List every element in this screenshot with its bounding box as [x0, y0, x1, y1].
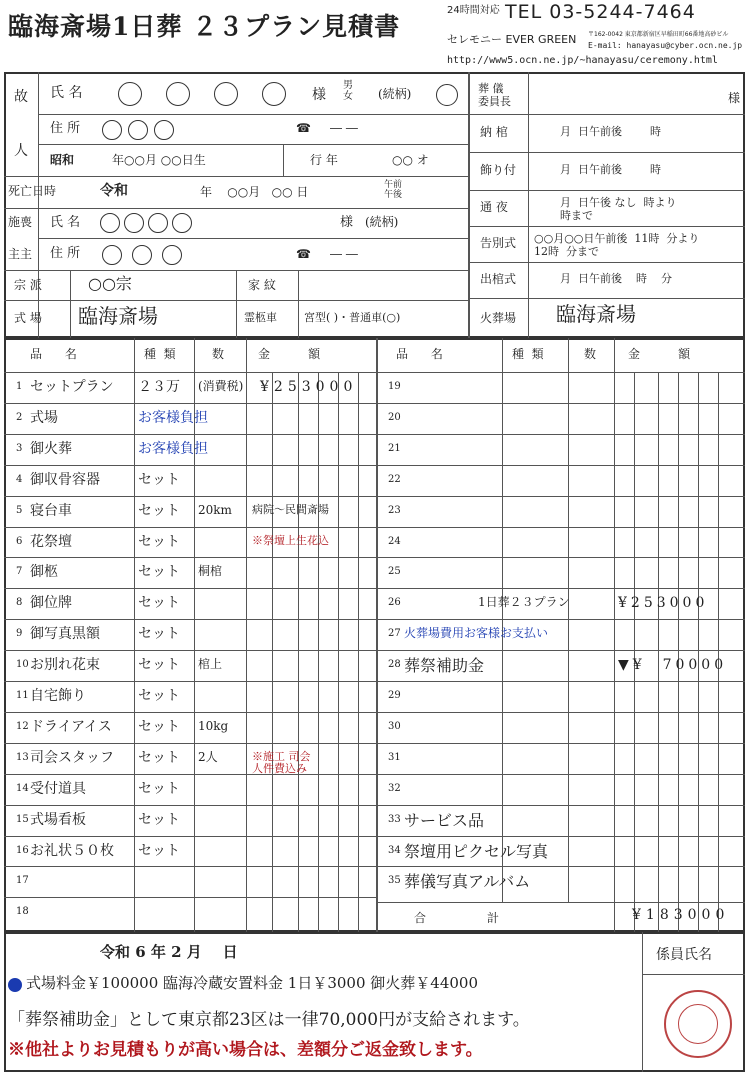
- item-type: セット: [138, 471, 180, 488]
- company-address: 〒162-0042 東京都新宿区早稲田町66番地高砂ビル: [588, 31, 729, 38]
- chief-mourner-label-1: 施喪: [8, 215, 33, 229]
- mourner-relation: (続柄): [365, 215, 399, 229]
- row-divider: [4, 866, 376, 867]
- col-header-type-right: 種 類: [512, 347, 544, 361]
- mourner-phone-icon: ☎: [296, 247, 311, 261]
- subsidy-note: 「葬祭補助金」として東京都23区は一律70,000円が支給されます。: [8, 1010, 530, 1030]
- company-seal: [664, 990, 732, 1058]
- bullet-icon: [8, 978, 22, 992]
- row-divider: [4, 465, 376, 466]
- crematorium-label: 火葬場: [480, 311, 517, 325]
- honorific-sama: 様: [312, 87, 326, 103]
- item-number: 29: [388, 690, 401, 701]
- cortege-label: 出棺式: [480, 272, 517, 286]
- col-header-qty: 数: [212, 347, 225, 361]
- row-divider: [376, 805, 745, 806]
- committee-label: 葬 儀 委員長: [478, 82, 511, 109]
- total-label: 合 計: [414, 911, 500, 925]
- row-divider: [4, 619, 376, 620]
- row-divider: [376, 496, 745, 497]
- mourner-phone: ― ―: [330, 247, 358, 261]
- row-divider: [376, 743, 745, 744]
- item-number: 27: [388, 628, 401, 640]
- deceased-label: 故: [14, 89, 28, 105]
- item-number: 33: [388, 813, 401, 825]
- crematorium-value: 臨海斎場: [556, 302, 636, 326]
- item-name: 火葬場費用お客様お支払い: [404, 626, 549, 641]
- item-number: 12: [16, 720, 29, 732]
- item-qty: 20km: [198, 502, 232, 517]
- venue-value: 臨海斎場: [78, 304, 158, 328]
- item-type: セット: [138, 749, 180, 766]
- item-type: お客様負担: [138, 440, 208, 457]
- phone-icon: ☎: [296, 121, 311, 135]
- row-divider: [376, 650, 745, 651]
- row-divider: [376, 588, 745, 589]
- item-number: 19: [388, 381, 401, 392]
- item-name: 受付道具: [30, 780, 86, 797]
- venue-label: 式 場: [14, 311, 42, 325]
- relation-circle: [436, 84, 458, 106]
- item-number: 8: [16, 597, 23, 609]
- item-name: 葬儀写真アルバム: [404, 872, 531, 892]
- item-number: 9: [16, 628, 23, 640]
- row-divider: [4, 496, 376, 497]
- item-name: 御写真黒額: [30, 626, 100, 643]
- death-reiwa: 令和: [100, 183, 128, 199]
- staff-name-label: 係員氏名: [656, 947, 712, 963]
- address-phone: ― ―: [330, 121, 358, 135]
- death-datetime-label: 死亡日時: [8, 184, 57, 198]
- death-date: 年 ○○月 ○○ 日: [200, 185, 309, 199]
- row-divider: [4, 403, 376, 404]
- item-type: セット: [138, 780, 180, 797]
- item-number: 23: [388, 504, 401, 516]
- company-name: セレモニー EVER GREEN: [447, 33, 577, 46]
- crest-label: 家 紋: [248, 278, 276, 292]
- committee-sama: 様: [728, 91, 741, 105]
- item-type: セット: [138, 595, 180, 612]
- row-divider: [376, 527, 745, 528]
- hearse-value: 宮型( )・普通車(○): [304, 311, 401, 324]
- item-name: 祭壇用ピクセル写真: [404, 841, 549, 861]
- phone-number: TEL 03-5244-7464: [505, 1, 696, 23]
- company-url: http://www5.ocn.ne.jp/~hanayasu/ceremony.html: [447, 55, 718, 66]
- item-number: 31: [388, 751, 401, 763]
- item-type: セット: [138, 533, 180, 550]
- row-divider: [4, 774, 376, 775]
- mourner-sama: 様: [340, 215, 354, 230]
- item-number: 28: [388, 659, 401, 671]
- row-divider: [376, 557, 745, 558]
- col-header-type: 種 類: [144, 347, 176, 361]
- item-amount: ¥253000: [618, 595, 709, 612]
- item-name: 自宅飾り: [30, 688, 86, 704]
- item-number: 11: [16, 690, 29, 701]
- showa-label: 昭和: [50, 153, 75, 167]
- item-number: 25: [388, 566, 401, 578]
- item-number: 7: [16, 566, 23, 578]
- row-divider: [376, 403, 745, 404]
- item-name: 1日葬２３プラン: [478, 595, 570, 610]
- row-divider: [376, 866, 745, 867]
- wake-label: 通 夜: [480, 200, 508, 214]
- item-type: ２３万: [138, 379, 180, 395]
- item-type: お客様負担: [138, 409, 208, 426]
- item-amount: ▼¥ 70000: [618, 657, 728, 674]
- religion-value: ○○宗: [88, 274, 132, 293]
- item-amount: 病院～民間斎場: [252, 502, 329, 516]
- row-divider: [4, 588, 376, 589]
- item-name: 御柩: [30, 564, 58, 581]
- address-label: 住 所: [50, 121, 81, 136]
- item-qty: 10kg: [198, 718, 229, 733]
- wake-value: 月 日午後 なし 時より 時まで: [560, 196, 677, 223]
- gender-field: 男 女: [343, 80, 353, 102]
- person-label: 人: [14, 143, 28, 159]
- funeral-label: 告別式: [480, 236, 517, 250]
- col-header-name: 品 名: [30, 347, 77, 361]
- item-name: セットプラン: [30, 379, 114, 395]
- item-number: 2: [16, 411, 23, 423]
- item-number: 18: [16, 906, 29, 918]
- item-number: 3: [16, 442, 23, 454]
- row-divider: [376, 774, 745, 775]
- mourner-name-label: 氏 名: [50, 215, 81, 230]
- item-qty: 桐棺: [198, 564, 223, 579]
- item-name: 寝台車: [30, 502, 72, 519]
- col-header-amount: 金 額: [258, 347, 321, 361]
- row-divider: [4, 681, 376, 682]
- col-header-qty-right: 数: [584, 347, 597, 361]
- item-name: サービス品: [404, 810, 485, 830]
- item-number: 35: [388, 875, 401, 887]
- item-name: 御火葬: [30, 440, 72, 457]
- refund-note: ※他社よりお見積もりが高い場合は、差額分ご返金致します。: [8, 1040, 483, 1060]
- item-type: セット: [138, 657, 180, 674]
- item-name: お別れ花束: [30, 657, 100, 674]
- row-divider: [4, 434, 376, 435]
- item-name: 御収骨容器: [30, 471, 100, 488]
- row-divider: [4, 743, 376, 744]
- encoffin-value: 月 日午前後 時: [560, 125, 661, 138]
- item-number: 30: [388, 720, 401, 732]
- cortege-value: 月 日午前後 時 分: [560, 272, 672, 285]
- item-type: セット: [138, 626, 180, 643]
- religion-label: 宗 派: [14, 278, 42, 292]
- item-number: 22: [388, 473, 401, 485]
- decoration-value: 月 日午前後 時: [560, 163, 661, 176]
- hours-label: 24時間対応: [447, 5, 500, 16]
- decoration-label: 飾り付: [480, 163, 517, 177]
- item-qty: (消費税): [198, 379, 244, 393]
- row-divider: [376, 465, 745, 466]
- total-amount: ¥183000: [632, 907, 730, 923]
- birth-date: 年○○月 ○○日生: [112, 153, 206, 167]
- item-number: 10: [16, 659, 29, 671]
- item-type: セット: [138, 502, 180, 519]
- item-amount: ※施工 司会 人件費込み: [252, 749, 311, 775]
- item-name: お礼状５０枚: [30, 842, 114, 859]
- age-value: ○○ オ: [392, 153, 429, 167]
- death-ampm: 午前 午後: [384, 180, 403, 200]
- item-number: 34: [388, 844, 401, 856]
- item-number: 5: [16, 504, 23, 516]
- hearse-label: 霊柩車: [244, 311, 277, 324]
- item-type: セット: [138, 564, 180, 581]
- chief-mourner-label-2: 主主: [8, 247, 33, 261]
- item-amount: ※祭壇上生花込: [252, 533, 329, 547]
- item-type: セット: [138, 811, 180, 828]
- row-divider: [4, 897, 376, 898]
- age-label: 行 年: [310, 153, 338, 167]
- mourner-name-circles: [100, 212, 192, 233]
- encoffin-label: 納 棺: [480, 125, 508, 139]
- item-qty: 棺上: [198, 657, 223, 672]
- item-name: 式場看板: [30, 811, 86, 828]
- company-email: E-mail: hanayasu@cyber.ocn.ne.jp: [588, 41, 743, 50]
- row-divider: [4, 650, 376, 651]
- item-number: 4: [16, 473, 23, 485]
- mourner-address-label: 住 所: [50, 246, 81, 261]
- row-divider: [4, 805, 376, 806]
- row-divider: [376, 434, 745, 435]
- item-number: 26: [388, 597, 401, 609]
- item-number: 20: [388, 411, 401, 423]
- item-name: 花祭壇: [30, 533, 72, 550]
- col-header-amount-right: 金 額: [628, 347, 691, 361]
- item-name: 御位牌: [30, 595, 72, 612]
- fee-note: 式場料金￥100000 臨海冷蔵安置料金 1日￥3000 御火葬￥44000: [26, 974, 479, 992]
- item-number: 1: [16, 381, 23, 392]
- item-type: セット: [138, 718, 180, 735]
- relation-label: (続柄): [378, 87, 412, 101]
- item-type: セット: [138, 688, 180, 704]
- row-divider: [376, 681, 745, 682]
- row-divider: [4, 712, 376, 713]
- item-number: 13: [16, 751, 29, 763]
- item-number: 15: [16, 813, 29, 825]
- row-divider: [4, 527, 376, 528]
- item-number: 17: [16, 875, 29, 887]
- col-header-name-right: 品 名: [396, 347, 443, 361]
- item-name: 葬祭補助金: [404, 656, 485, 676]
- item-amount: ¥253000: [260, 379, 358, 395]
- funeral-value: ○○月○○日午前後 11時 分より 12時 分まで: [534, 232, 700, 259]
- item-name: 式場: [30, 409, 58, 426]
- item-number: 16: [16, 844, 29, 856]
- estimate-date: 令和 6 年 2 月 日: [100, 943, 238, 961]
- item-qty: 2人: [198, 749, 218, 764]
- item-number: 24: [388, 535, 401, 547]
- item-type: セット: [138, 842, 180, 859]
- row-divider: [376, 619, 745, 620]
- address-circles: [102, 119, 174, 140]
- name-label: 氏 名: [50, 85, 83, 101]
- row-divider: [4, 836, 376, 837]
- document-title: 臨海斎場1日葬 ２３プラン見積書: [8, 12, 401, 41]
- item-number: 6: [16, 535, 23, 547]
- item-number: 32: [388, 782, 401, 794]
- item-name: ドライアイス: [30, 718, 112, 735]
- row-divider: [376, 712, 745, 713]
- item-number: 21: [388, 442, 401, 454]
- item-name: 司会スタッフ: [30, 749, 114, 766]
- row-divider: [4, 557, 376, 558]
- item-number: 14: [16, 782, 29, 794]
- mourner-address-circles: [102, 244, 182, 265]
- row-divider: [376, 836, 745, 837]
- name-placeholder-circles: [118, 82, 286, 106]
